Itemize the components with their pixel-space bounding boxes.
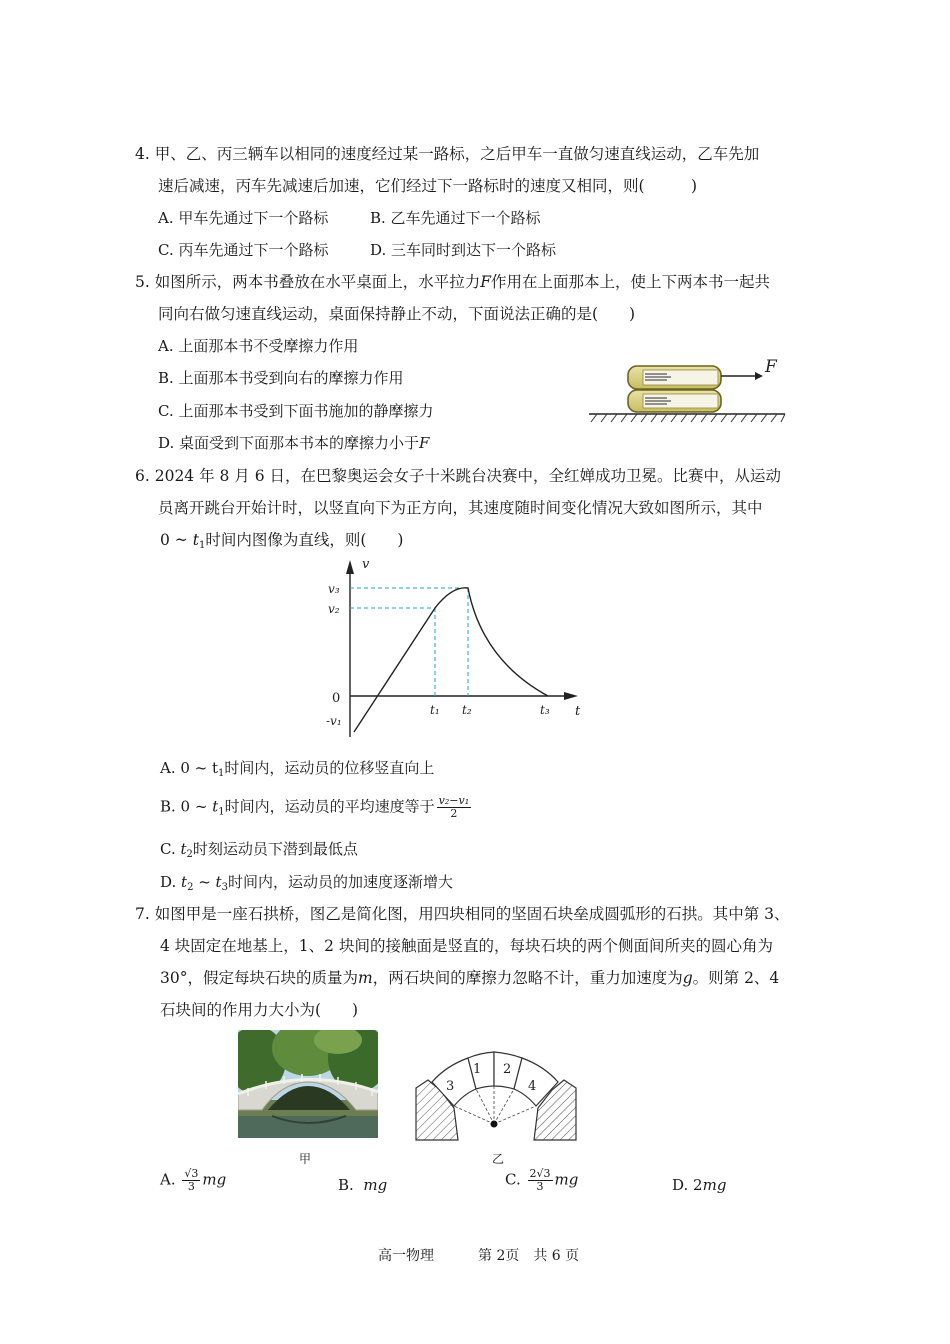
footer-subject: 高一物理	[378, 1248, 434, 1264]
block-3-label: 3	[446, 1079, 455, 1094]
v-axis-label: v	[362, 557, 370, 572]
q5-option-a: A. 上面那本书不受摩擦力作用	[158, 337, 359, 355]
dashed-guides	[350, 588, 468, 696]
q7-option-d: D. 2mg	[672, 1176, 727, 1194]
q7-stem-line3: 30°，假定每块石块的质量为m，两石块间的摩擦力忽略不计，重力加速度为g。则第 2、4	[160, 969, 780, 987]
q4-option-a: A. 甲车先通过下一个路标	[158, 209, 329, 227]
q5-stem-line2: 同向右做匀速直线运动，桌面保持静止不动，下面说法正确的是( )	[158, 305, 636, 323]
force-label: F	[765, 357, 777, 377]
q6-option-c: C. $t_2$时刻运动员下潜到最低点	[160, 840, 358, 860]
q5-stem-line1: 5. 如图所示，两本书叠放在水平桌面上，水平拉力F作用在上面那本上，使上下两本书一起共	[135, 273, 770, 291]
q4-option-b: B. 乙车先通过下一个路标	[370, 209, 541, 227]
books-figure	[585, 352, 790, 424]
q4-option-d: D. 三车同时到达下一个路标	[370, 241, 557, 259]
stone-arch-diagram	[414, 1048, 578, 1144]
q6-option-b: B. 0 ~ $t_1$时间内，运动员的平均速度等于 $\frac{\text{v₂−v₁}}{2}$	[160, 794, 470, 820]
upper-book	[628, 366, 721, 389]
q6-stem-line3: 0 ~ $t_1$时间内图像为直线，则( )	[160, 531, 404, 551]
q5-option-d: D. 桌面受到下面那本书本的摩擦力小于F	[158, 434, 430, 452]
velocity-curve	[354, 588, 548, 732]
q6-stem-line2: 员离开跳台开始计时，以竖直向下为正方向，其速度随时间变化情况大致如图所示，其中	[158, 499, 763, 517]
q7-option-c: C. $\frac{2√3}{3}$ mg	[505, 1167, 579, 1193]
average-velocity-fraction: $\frac{\text{v₂−v₁}}{2}$	[438, 794, 470, 820]
block-4-label: 4	[528, 1079, 537, 1094]
neg-v1-label: -v₁	[326, 714, 342, 728]
stone-bridge-photo	[238, 1030, 378, 1138]
v2-label: v₂	[328, 602, 340, 616]
q4-stem-line1: 4. 甲、乙、丙三辆车以相同的速度经过某一路标，之后甲车一直做匀速直线运动，乙车先加	[135, 145, 760, 163]
block-2-label: 2	[503, 1062, 512, 1077]
caption-jia: 甲	[299, 1152, 312, 1166]
block-1-label: 1	[473, 1062, 482, 1077]
table-surface	[589, 414, 785, 422]
t2-label: t₂	[462, 703, 472, 717]
q5-option-c: C. 上面那本书受到下面书施加的静摩擦力	[158, 402, 434, 420]
q6-stem-line1: 6. 2024 年 8 月 6 日，在巴黎奥运会女子十米跳台决赛中，全红婵成功卫冕。比赛中，从运动	[135, 467, 782, 485]
velocity-time-graph	[320, 552, 590, 742]
q4-option-c: C. 丙车先通过下一个路标	[158, 241, 329, 259]
q7-option-b: B. mg	[338, 1176, 388, 1194]
q5-option-b: B. 上面那本书受到向右的摩擦力作用	[158, 369, 404, 387]
t1-label: t₁	[430, 703, 440, 717]
q7-stem-line2: 4 块固定在地基上，1、2 块间的接触面是竖直的，每块石块的两个侧面间所夹的圆心角为	[160, 937, 773, 955]
footer-page-number: 第 2页 共 6 页	[478, 1248, 580, 1264]
v3-label: v₃	[328, 582, 340, 596]
t-axis-label: t	[575, 704, 581, 719]
q6-option-a: A. 0 ~ $t_1$时间内，运动员的位移竖直向上	[160, 759, 435, 779]
t3-label: t₃	[540, 703, 550, 717]
caption-yi: 乙	[492, 1152, 505, 1166]
q7-stem-line4: 石块间的作用力大小为( )	[160, 1001, 359, 1019]
origin-label: 0	[332, 691, 341, 706]
graph-labels	[326, 557, 581, 728]
force-arrow-icon	[721, 372, 763, 380]
q6-option-d: D. $t_2$ ~ $t_3$时间内，运动员的加速度逐渐增大	[160, 873, 453, 893]
lower-book	[628, 390, 721, 412]
q7-option-a: A. $\frac{√3}{3}$ mg	[160, 1167, 227, 1193]
arch-center-point	[491, 1121, 498, 1128]
q4-stem-line2: 速后减速，丙车先减速后加速，它们经过下一路标时的速度又相同，则( )	[158, 177, 698, 195]
q7-stem-line1: 7. 如图甲是一座石拱桥，图乙是简化图，用四块相同的坚固石块垒成圆弧形的石拱。其中第 3、	[135, 905, 790, 923]
